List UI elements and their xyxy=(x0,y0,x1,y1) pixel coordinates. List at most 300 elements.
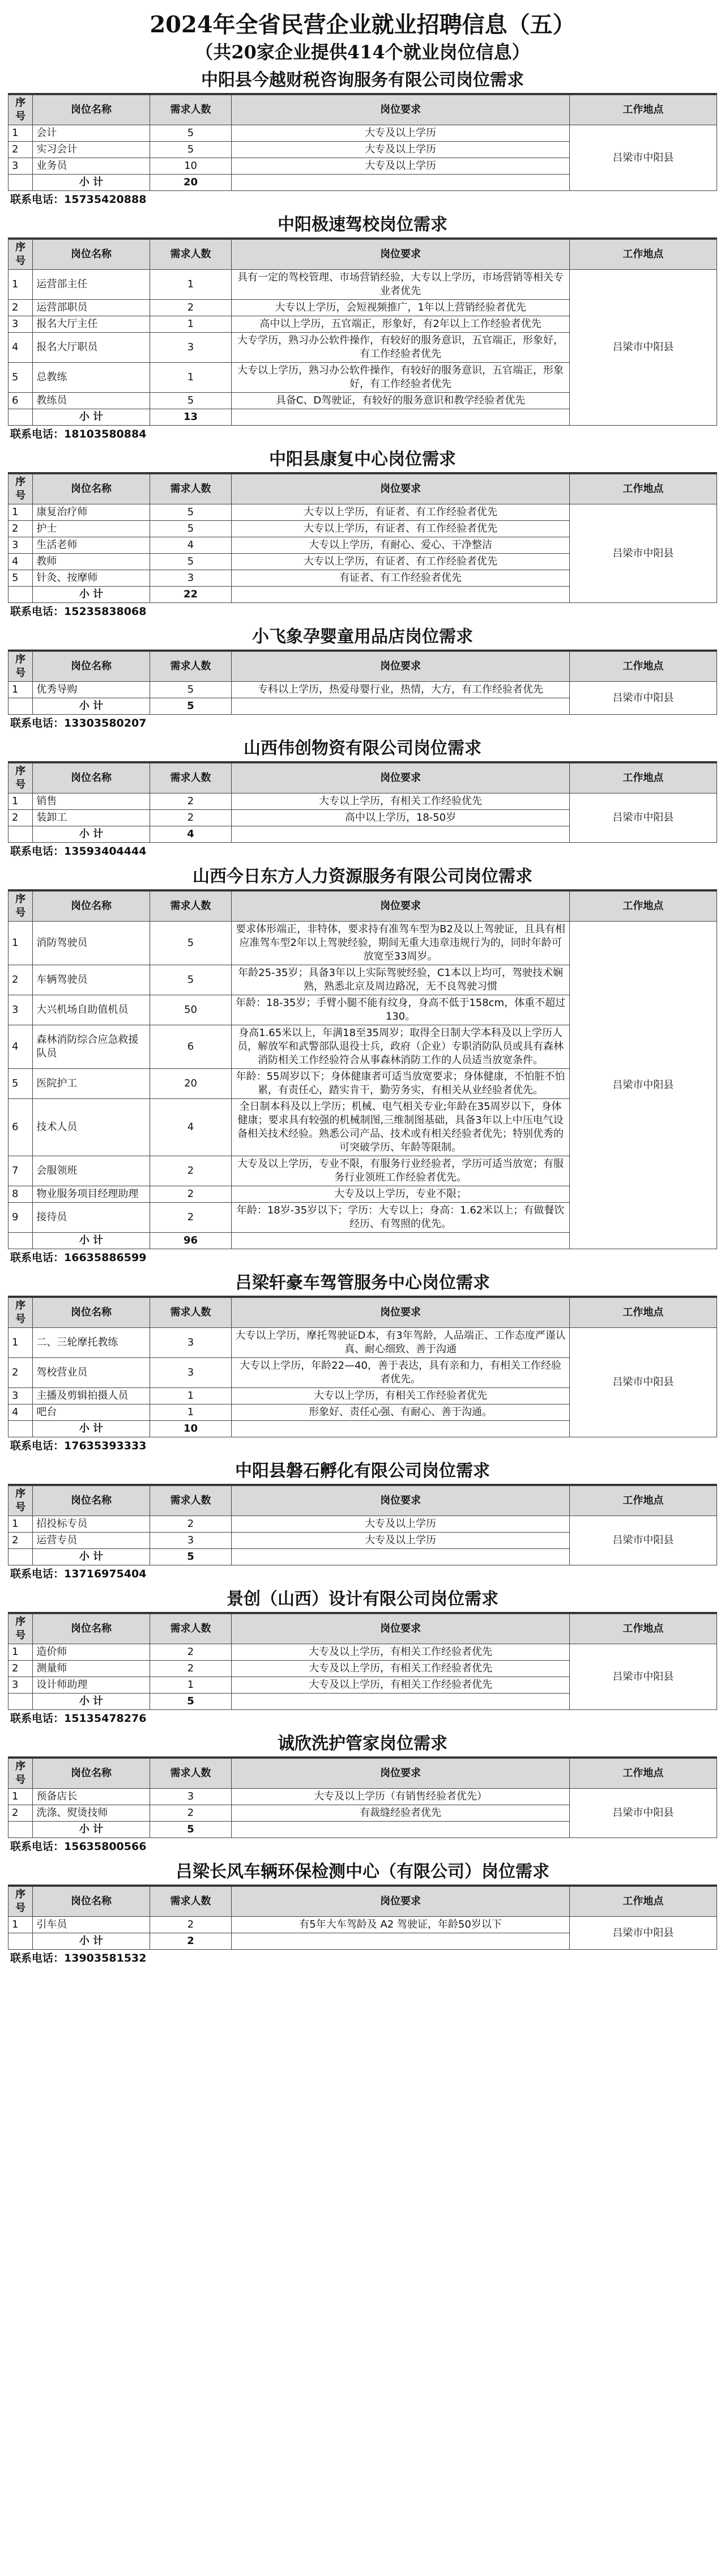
row-name: 总教练 xyxy=(33,363,150,393)
contact-label: 联系电话： xyxy=(10,193,65,206)
header-seq: 序号 xyxy=(8,1759,33,1789)
row-name: 报名大厅主任 xyxy=(33,316,150,333)
row-name: 销售 xyxy=(33,793,150,810)
row-seq: 5 xyxy=(8,1069,33,1099)
row-name: 森林消防综合应急救援队员 xyxy=(33,1025,150,1069)
header-requirement: 岗位要求 xyxy=(232,474,570,504)
header-seq: 序号 xyxy=(8,1887,33,1917)
company-title: 吕梁长风车辆环保检测中心（有限公司）岗位需求 xyxy=(8,1860,717,1886)
row-name: 实习会计 xyxy=(33,142,150,158)
phone-number: 15635800566 xyxy=(64,1840,147,1853)
row-name: 造价师 xyxy=(33,1644,150,1661)
company-section xyxy=(8,68,717,208)
company-section xyxy=(8,447,717,620)
row-count: 3 xyxy=(150,1328,232,1358)
row-seq: 4 xyxy=(8,1404,33,1421)
row-count: 3 xyxy=(150,333,232,363)
row-name: 运营部主任 xyxy=(33,270,150,300)
row-requirement: 大专及以上学历，有相关工作经验者优先 xyxy=(232,1661,570,1677)
row-count: 5 xyxy=(150,504,232,521)
row-seq: 1 xyxy=(8,1328,33,1358)
row-count: 2 xyxy=(150,1661,232,1677)
row-seq: 1 xyxy=(8,1789,33,1805)
row-seq: 2 xyxy=(8,965,33,995)
row-name: 会服领班 xyxy=(33,1156,150,1186)
header-requirement: 岗位要求 xyxy=(232,1486,570,1516)
row-name: 招投标专员 xyxy=(33,1516,150,1533)
header-seq: 序号 xyxy=(8,763,33,793)
row-name: 物业服务项目经理助理 xyxy=(33,1186,150,1203)
header-location: 工作地点 xyxy=(569,95,717,125)
row-name: 优秀导购 xyxy=(33,682,150,698)
row-count: 2 xyxy=(150,1203,232,1233)
row-count: 1 xyxy=(150,1677,232,1694)
header-count: 需求人数 xyxy=(150,1614,232,1644)
row-requirement: 具有一定的驾校管理、市场营销经验，大专以上学历，市场营销等相关专业者优先 xyxy=(232,270,570,300)
contact-label: 联系电话： xyxy=(10,1440,65,1452)
total-label: 小 计 xyxy=(33,698,150,715)
row-name: 消防驾驶员 xyxy=(33,922,150,965)
total-empty xyxy=(8,1233,33,1249)
total-empty xyxy=(8,826,33,843)
contact-label: 联系电话： xyxy=(10,605,65,618)
table-row xyxy=(8,1789,717,1805)
total-empty xyxy=(8,587,33,603)
row-seq: 1 xyxy=(8,504,33,521)
header-count: 需求人数 xyxy=(150,1759,232,1789)
phone-number: 17635393333 xyxy=(64,1440,147,1452)
row-count: 1 xyxy=(150,1388,232,1404)
header-count: 需求人数 xyxy=(150,95,232,125)
header-name: 岗位名称 xyxy=(33,474,150,504)
row-requirement: 大专及以上学历（有销售经验者优先） xyxy=(232,1789,570,1805)
row-count: 3 xyxy=(150,570,232,587)
contact-phone xyxy=(8,191,717,208)
header-location: 工作地点 xyxy=(569,652,717,682)
total-count: 5 xyxy=(150,1694,232,1710)
header-location: 工作地点 xyxy=(569,1486,717,1516)
work-location: 吕梁市中阳县 xyxy=(569,1644,717,1710)
row-name: 医院护工 xyxy=(33,1069,150,1099)
company-title: 中阳极速驾校岗位需求 xyxy=(8,213,717,239)
total-count: 22 xyxy=(150,587,232,603)
row-requirement: 年龄：55周岁以下；身体健康者可适当放宽要求；身体健康，不怕脏不怕累，有责任心，踏实肯干，勤劳务实，有相关从业经验者优先。 xyxy=(232,1069,570,1099)
table-row xyxy=(8,682,717,698)
contact-phone xyxy=(8,1437,717,1454)
company-section xyxy=(8,736,717,860)
row-seq: 2 xyxy=(8,1358,33,1388)
header-location: 工作地点 xyxy=(569,1887,717,1917)
row-requirement: 大专及以上学历 xyxy=(232,142,570,158)
header-count: 需求人数 xyxy=(150,763,232,793)
total-empty-req xyxy=(232,1822,570,1838)
row-name: 接待员 xyxy=(33,1203,150,1233)
row-seq: 3 xyxy=(8,1388,33,1404)
total-empty-req xyxy=(232,409,570,426)
company-section xyxy=(8,625,717,732)
row-requirement: 身高1.65米以上，年满18至35周岁；取得全日制大学本科及以上学历人员，解放军和武警部队退役士兵，政府（企业）专职消防队员或具有森林消防相关工作经验符合从事森林消防工作的人员适当放宽条件。 xyxy=(232,1025,570,1069)
row-seq: 3 xyxy=(8,537,33,554)
header-seq: 序号 xyxy=(8,240,33,270)
contact-phone xyxy=(8,843,717,860)
row-seq: 1 xyxy=(8,1644,33,1661)
table-row xyxy=(8,1328,717,1358)
header-requirement: 岗位要求 xyxy=(232,652,570,682)
total-label: 小 计 xyxy=(33,1822,150,1838)
row-seq: 2 xyxy=(8,521,33,537)
row-requirement: 有证者、有工作经验者优先 xyxy=(232,570,570,587)
total-count: 20 xyxy=(150,175,232,191)
row-count: 3 xyxy=(150,1358,232,1388)
row-seq: 4 xyxy=(8,1025,33,1069)
company-title: 山西伟创物资有限公司岗位需求 xyxy=(8,736,717,763)
row-count: 20 xyxy=(150,1069,232,1099)
company-section xyxy=(8,1587,717,1727)
row-count: 2 xyxy=(150,1516,232,1533)
row-name: 二、三轮摩托教练 xyxy=(33,1328,150,1358)
header-requirement: 岗位要求 xyxy=(232,1614,570,1644)
row-requirement: 大专及以上学历 xyxy=(232,158,570,175)
row-seq: 3 xyxy=(8,1677,33,1694)
total-label: 小 计 xyxy=(33,409,150,426)
contact-label: 联系电话： xyxy=(10,1568,65,1580)
row-name: 业务员 xyxy=(33,158,150,175)
row-name: 设计师助理 xyxy=(33,1677,150,1694)
total-label: 小 计 xyxy=(33,1933,150,1950)
row-seq: 2 xyxy=(8,1533,33,1549)
row-seq: 9 xyxy=(8,1203,33,1233)
row-seq: 7 xyxy=(8,1156,33,1186)
phone-number: 15135478276 xyxy=(64,1712,147,1725)
row-name: 预备店长 xyxy=(33,1789,150,1805)
row-seq: 1 xyxy=(8,270,33,300)
header-location: 工作地点 xyxy=(569,474,717,504)
row-requirement: 大专以上学历，有相关工作经验优先 xyxy=(232,793,570,810)
row-count: 3 xyxy=(150,1533,232,1549)
row-requirement: 大专及以上学历，专业不限，有服务行业经验者，学历可适当放宽；有服务行业领班工作经验者优先。 xyxy=(232,1156,570,1186)
total-count: 5 xyxy=(150,698,232,715)
row-name: 生活老师 xyxy=(33,537,150,554)
header-count: 需求人数 xyxy=(150,240,232,270)
header-name: 岗位名称 xyxy=(33,1614,150,1644)
row-count: 2 xyxy=(150,1805,232,1822)
row-count: 1 xyxy=(150,316,232,333)
row-name: 大兴机场自助值机员 xyxy=(33,995,150,1025)
total-empty-req xyxy=(232,826,570,843)
row-count: 6 xyxy=(150,1025,232,1069)
row-name: 引车员 xyxy=(33,1917,150,1933)
contact-phone xyxy=(8,1838,717,1855)
header-count: 需求人数 xyxy=(150,892,232,922)
phone-number: 13303580207 xyxy=(64,717,147,729)
total-empty-req xyxy=(232,175,570,191)
row-name: 运营专员 xyxy=(33,1533,150,1549)
total-label: 小 计 xyxy=(33,587,150,603)
row-seq: 5 xyxy=(8,570,33,587)
row-seq: 3 xyxy=(8,158,33,175)
phone-number: 13903581532 xyxy=(64,1952,147,1964)
company-list xyxy=(0,68,725,1967)
company-title: 山西今日东方人力资源服务有限公司岗位需求 xyxy=(8,864,717,891)
header-seq: 序号 xyxy=(8,1614,33,1644)
company-section xyxy=(8,1271,717,1454)
total-empty-req xyxy=(232,1933,570,1950)
table-row xyxy=(8,504,717,521)
row-count: 4 xyxy=(150,1099,232,1156)
row-seq: 5 xyxy=(8,363,33,393)
header-name: 岗位名称 xyxy=(33,1486,150,1516)
row-seq: 2 xyxy=(8,142,33,158)
row-requirement: 高中以上学历，18-50岁 xyxy=(232,810,570,826)
total-label: 小 计 xyxy=(33,1233,150,1249)
total-empty-req xyxy=(232,1233,570,1249)
company-section xyxy=(8,864,717,1266)
total-empty-req xyxy=(232,1694,570,1710)
header-count: 需求人数 xyxy=(150,652,232,682)
company-title: 中阳县康复中心岗位需求 xyxy=(8,447,717,474)
row-requirement: 大专及以上学历 xyxy=(232,1516,570,1533)
header-count: 需求人数 xyxy=(150,1486,232,1516)
work-location: 吕梁市中阳县 xyxy=(569,1516,717,1565)
job-table xyxy=(8,891,717,1249)
row-count: 2 xyxy=(150,1917,232,1933)
row-count: 2 xyxy=(150,1156,232,1186)
header-seq: 序号 xyxy=(8,474,33,504)
header-name: 岗位名称 xyxy=(33,1298,150,1328)
row-seq: 4 xyxy=(8,333,33,363)
row-name: 技术人员 xyxy=(33,1099,150,1156)
job-table xyxy=(8,239,717,426)
row-name: 运营部职员 xyxy=(33,300,150,316)
total-count: 4 xyxy=(150,826,232,843)
company-title: 中阳县磐石孵化有限公司岗位需求 xyxy=(8,1459,717,1486)
company-title: 中阳县今越财税咨询服务有限公司岗位需求 xyxy=(8,68,717,95)
header-name: 岗位名称 xyxy=(33,892,150,922)
header-requirement: 岗位要求 xyxy=(232,1298,570,1328)
header-count: 需求人数 xyxy=(150,1298,232,1328)
phone-number: 15235838068 xyxy=(64,605,147,618)
header-seq: 序号 xyxy=(8,1486,33,1516)
total-label: 小 计 xyxy=(33,826,150,843)
row-count: 5 xyxy=(150,682,232,698)
row-count: 2 xyxy=(150,1644,232,1661)
header-name: 岗位名称 xyxy=(33,1759,150,1789)
total-empty xyxy=(8,1549,33,1565)
company-title: 诚欣洗护管家岗位需求 xyxy=(8,1732,717,1758)
row-seq: 1 xyxy=(8,793,33,810)
row-requirement: 有5年大车驾龄及 A2 驾驶证，年龄50岁以下 xyxy=(232,1917,570,1933)
work-location: 吕梁市中阳县 xyxy=(569,125,717,191)
contact-phone xyxy=(8,1565,717,1582)
header-name: 岗位名称 xyxy=(33,240,150,270)
table-row xyxy=(8,793,717,810)
total-label: 小 计 xyxy=(33,1421,150,1437)
page-subtitle: （共20家企业提供414个就业岗位信息） xyxy=(195,41,530,63)
row-requirement: 大专以上学历，有证者、有工作经验者优先 xyxy=(232,504,570,521)
row-count: 50 xyxy=(150,995,232,1025)
row-seq: 4 xyxy=(8,554,33,570)
row-count: 1 xyxy=(150,270,232,300)
header-count: 需求人数 xyxy=(150,474,232,504)
header-location: 工作地点 xyxy=(569,1614,717,1644)
header-seq: 序号 xyxy=(8,892,33,922)
row-name: 教师 xyxy=(33,554,150,570)
row-requirement: 形象好、责任心强、有耐心、善于沟通。 xyxy=(232,1404,570,1421)
header-requirement: 岗位要求 xyxy=(232,892,570,922)
work-location: 吕梁市中阳县 xyxy=(569,270,717,426)
row-requirement: 要求体形端正，非特体，要求持有准驾车型为B2及以上驾驶证，且具有相应准驾车型2年以上驾驶经验，期间无重大违章违规行为的，同时年龄可放宽至33周岁。 xyxy=(232,922,570,965)
phone-number: 15735420888 xyxy=(64,193,147,206)
total-label: 小 计 xyxy=(33,1694,150,1710)
row-name: 教练员 xyxy=(33,393,150,409)
row-count: 5 xyxy=(150,393,232,409)
contact-phone xyxy=(8,1710,717,1727)
contact-label: 联系电话： xyxy=(10,1251,65,1264)
total-count: 96 xyxy=(150,1233,232,1249)
row-seq: 1 xyxy=(8,125,33,142)
job-table xyxy=(8,1486,717,1565)
row-seq: 1 xyxy=(8,1516,33,1533)
work-location: 吕梁市中阳县 xyxy=(569,504,717,603)
row-requirement: 大专及以上学历，专业不限； xyxy=(232,1186,570,1203)
row-seq: 2 xyxy=(8,300,33,316)
row-count: 5 xyxy=(150,922,232,965)
row-seq: 2 xyxy=(8,810,33,826)
total-empty-req xyxy=(232,698,570,715)
work-location: 吕梁市中阳县 xyxy=(569,1328,717,1437)
row-name: 报名大厅职员 xyxy=(33,333,150,363)
row-count: 5 xyxy=(150,521,232,537)
header-location: 工作地点 xyxy=(569,240,717,270)
row-requirement: 具备C、D驾驶证，有较好的服务意识和教学经验者优先 xyxy=(232,393,570,409)
row-seq: 3 xyxy=(8,995,33,1025)
row-requirement: 大专以上学历，有证者、有工作经验者优先 xyxy=(232,521,570,537)
row-count: 3 xyxy=(150,1789,232,1805)
row-requirement: 大专以上学历，有耐心、爱心、干净整洁 xyxy=(232,537,570,554)
total-empty-req xyxy=(232,587,570,603)
row-requirement: 大专及以上学历 xyxy=(232,1533,570,1549)
total-empty xyxy=(8,175,33,191)
header-name: 岗位名称 xyxy=(33,1887,150,1917)
row-requirement: 大专及以上学历，有相关工作经验者优先 xyxy=(232,1677,570,1694)
header-location: 工作地点 xyxy=(569,763,717,793)
work-location: 吕梁市中阳县 xyxy=(569,1917,717,1950)
total-empty xyxy=(8,1933,33,1950)
contact-label: 联系电话： xyxy=(10,717,65,729)
company-title: 景创（山西）设计有限公司岗位需求 xyxy=(8,1587,717,1614)
job-table xyxy=(8,1758,717,1838)
row-requirement: 大专以上学历，年龄22—40，善于表达，具有亲和力，有相关工作经验者优先。 xyxy=(232,1358,570,1388)
row-count: 5 xyxy=(150,554,232,570)
company-section xyxy=(8,1459,717,1582)
total-count: 13 xyxy=(150,409,232,426)
work-location: 吕梁市中阳县 xyxy=(569,793,717,843)
header-seq: 序号 xyxy=(8,95,33,125)
row-requirement: 大专以上学历，有相关工作经验者优先 xyxy=(232,1388,570,1404)
row-name: 驾校营业员 xyxy=(33,1358,150,1388)
row-requirement: 有裁缝经验者优先 xyxy=(232,1805,570,1822)
row-seq: 1 xyxy=(8,922,33,965)
company-title: 小飞象孕婴童用品店岗位需求 xyxy=(8,625,717,651)
row-requirement: 大专以上学历，摩托驾驶证D本，有3年驾龄，人品端正、工作态度严谨认真、耐心细致、善于沟通 xyxy=(232,1328,570,1358)
header-requirement: 岗位要求 xyxy=(232,95,570,125)
row-requirement: 大专以上学历，有证者、有工作经验者优先 xyxy=(232,554,570,570)
row-seq: 1 xyxy=(8,1917,33,1933)
row-name: 吧台 xyxy=(33,1404,150,1421)
contact-phone xyxy=(8,603,717,620)
total-empty xyxy=(8,698,33,715)
total-count: 5 xyxy=(150,1822,232,1838)
work-location: 吕梁市中阳县 xyxy=(569,1789,717,1838)
company-section xyxy=(8,1732,717,1855)
total-empty xyxy=(8,409,33,426)
row-count: 5 xyxy=(150,125,232,142)
row-seq: 8 xyxy=(8,1186,33,1203)
header-requirement: 岗位要求 xyxy=(232,1887,570,1917)
row-count: 2 xyxy=(150,1186,232,1203)
page-title: 2024年全省民营企业就业招聘信息（五） xyxy=(150,11,575,38)
company-section xyxy=(8,1860,717,1967)
row-name: 装卸工 xyxy=(33,810,150,826)
table-row xyxy=(8,1516,717,1533)
row-name: 测量师 xyxy=(33,1661,150,1677)
row-count: 2 xyxy=(150,793,232,810)
row-seq: 6 xyxy=(8,1099,33,1156)
row-requirement: 年龄：18-35岁；手臂小腿不能有纹身，身高不低于158cm，体重不超过130。 xyxy=(232,995,570,1025)
row-seq: 1 xyxy=(8,682,33,698)
table-row xyxy=(8,125,717,142)
contact-label: 联系电话： xyxy=(10,845,65,858)
row-count: 5 xyxy=(150,965,232,995)
row-requirement: 大专及以上学历，有相关工作经验者优先 xyxy=(232,1644,570,1661)
phone-number: 13716975404 xyxy=(64,1568,147,1580)
row-count: 5 xyxy=(150,142,232,158)
contact-label: 联系电话： xyxy=(10,1840,65,1853)
job-table xyxy=(8,1297,717,1437)
total-empty xyxy=(8,1421,33,1437)
row-count: 1 xyxy=(150,363,232,393)
row-seq: 6 xyxy=(8,393,33,409)
job-table xyxy=(8,474,717,603)
row-requirement: 高中以上学历，五官端正，形象好，有2年以上工作经验者优先 xyxy=(232,316,570,333)
row-count: 2 xyxy=(150,300,232,316)
header-requirement: 岗位要求 xyxy=(232,763,570,793)
header-count: 需求人数 xyxy=(150,1887,232,1917)
total-count: 5 xyxy=(150,1549,232,1565)
total-count: 2 xyxy=(150,1933,232,1950)
total-empty-req xyxy=(232,1549,570,1565)
row-name: 针灸、按摩师 xyxy=(33,570,150,587)
contact-label: 联系电话： xyxy=(10,428,65,440)
row-name: 护士 xyxy=(33,521,150,537)
phone-number: 18103580884 xyxy=(64,428,147,440)
total-count: 10 xyxy=(150,1421,232,1437)
header-requirement: 岗位要求 xyxy=(232,1759,570,1789)
table-row xyxy=(8,922,717,965)
row-requirement: 大专以上学历，熟习办公软件操作，有较好的服务意识，五官端正，形象好，有工作经验者优先 xyxy=(232,363,570,393)
company-section xyxy=(8,213,717,443)
row-count: 10 xyxy=(150,158,232,175)
header-name: 岗位名称 xyxy=(33,95,150,125)
phone-number: 13593404444 xyxy=(64,845,147,858)
contact-label: 联系电话： xyxy=(10,1952,65,1964)
total-empty xyxy=(8,1694,33,1710)
total-label: 小 计 xyxy=(33,1549,150,1565)
work-location: 吕梁市中阳县 xyxy=(569,682,717,715)
job-table xyxy=(8,1614,717,1710)
row-name: 会计 xyxy=(33,125,150,142)
row-count: 1 xyxy=(150,1404,232,1421)
